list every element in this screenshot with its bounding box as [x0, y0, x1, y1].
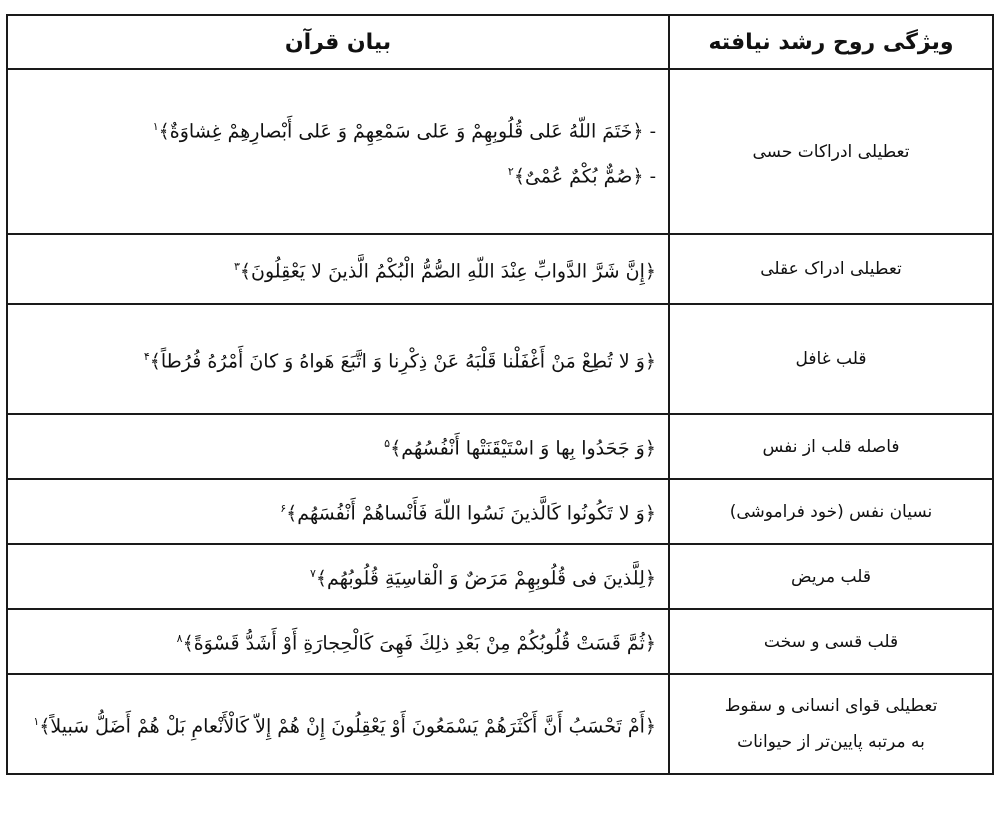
verse-line	[20, 247, 656, 291]
quran-verse-cell	[7, 69, 669, 234]
feature-text: به مرتبه پایین‌تر از حیوانات	[737, 732, 925, 752]
footnote-marker: ۱	[152, 120, 159, 134]
footnote-marker: ۳	[233, 259, 240, 273]
feature-cell	[669, 674, 993, 774]
footnote-marker: ۷	[309, 567, 316, 581]
feature-cell	[669, 479, 993, 544]
footnote-marker: ۵	[384, 437, 391, 451]
footnote-marker: ۴	[143, 349, 150, 363]
feature-text: تعطیلی ادراک عقلی	[760, 259, 902, 279]
quran-verse-cell	[7, 304, 669, 414]
feature-text: تعطیلی ادراکات حسی	[752, 141, 910, 162]
feature-cell	[669, 544, 993, 609]
quran-verse-cell	[7, 674, 669, 774]
quran-verse-cell	[7, 414, 669, 479]
table-row	[7, 414, 993, 479]
table-row	[7, 234, 993, 304]
verse-text: - ﴿صُمٌّ بُكْمٌ عُمْیٌ﴾	[513, 164, 656, 187]
verse-text: ﴿إِنَّ شَرَّ الدَّوابِّ عِنْدَ اللّهِ الصُّمُّ الْبُكْمُ الَّذینَ لا یَعْقِلُونَ﴾	[239, 260, 656, 283]
footnote-marker: ۱	[33, 714, 40, 728]
verse-text: ﴿لِلَّذینَ فی قُلُوبِهِمْ مَرَضٌ وَ الْقاسِیَةِ قُلُوبُهُم﴾	[315, 567, 656, 590]
verse-line	[20, 337, 656, 381]
table-row	[7, 304, 993, 414]
footnote-marker: ۶	[280, 502, 287, 516]
verse-line	[20, 702, 656, 746]
table-header-row	[7, 15, 993, 69]
table-row	[7, 479, 993, 544]
verse-line	[20, 619, 656, 663]
table-row	[7, 544, 993, 609]
verse-text: ﴿ثُمَّ قَسَتْ قُلُوبُكُمْ مِنْ بَعْدِ ذلِكَ فَهِیَ كَالْحِجارَةِ أَوْ أَشَدُّ قَسْوَةً﴾	[182, 632, 656, 655]
feature-cell	[669, 304, 993, 414]
feature-cell	[669, 414, 993, 479]
feature-cell	[669, 234, 993, 304]
quran-verse-cell	[7, 234, 669, 304]
feature-text: تعطیلی قوای انسانی و سقوط	[724, 696, 938, 716]
comparison-table	[6, 14, 994, 775]
table-row	[7, 674, 993, 774]
quran-verse-cell	[7, 544, 669, 609]
verse-line	[20, 424, 656, 468]
verse-text: ﴿وَ لا تُطِعْ مَنْ أَغْفَلْنا قَلْبَهُ عَنْ ذِكْرِنا وَ اتَّبَعَ هَواهُ وَ كانَ أَمْرُهُ فُرُطاً﴾	[149, 350, 656, 373]
table-row	[7, 69, 993, 234]
feature-text: فاصله قلب از نفس	[762, 436, 900, 457]
feature-text: قلب غافل	[795, 349, 867, 369]
quran-verse-cell	[7, 479, 669, 544]
verse-text: ﴿أَمْ تَحْسَبُ أَنَّ أَكْثَرَهُمْ یَسْمَعُونَ أَوْ یَعْقِلُونَ إِنْ هُمْ إِلاّ كَالْأَنْعامِ بَلْ هُمْ أَضَلُّ سَبیلاً﴾	[39, 715, 656, 738]
feature-text: قلب قسی و سخت	[763, 631, 899, 652]
verse-text: ﴿وَ لا تَكُونُوا كَالَّذینَ نَسُوا اللّهَ فَأَنْساهُمْ أَنْفُسَهُم﴾	[286, 502, 656, 525]
footnote-marker: ۸	[176, 632, 183, 646]
feature-text: قلب مریض	[791, 566, 871, 587]
quran-verse-cell	[7, 609, 669, 674]
verse-line	[20, 489, 656, 533]
verse-line	[20, 107, 656, 151]
verse-text: - ﴿خَتَمَ اللّهُ عَلی قُلُوبِهِمْ وَ عَلی سَمْعِهِمْ وَ عَلی أَبْصارِهِمْ غِشاوَةٌ﴾	[158, 120, 656, 143]
header-quran: بیان قرآن	[7, 15, 669, 69]
verse-line	[20, 554, 656, 598]
feature-text: نسیان نفس (خود فراموشی)	[729, 501, 933, 522]
verse-line	[20, 152, 656, 196]
table-body	[7, 69, 993, 774]
feature-cell	[669, 69, 993, 234]
footnote-marker: ۲	[507, 164, 514, 178]
verse-text: ﴿وَ جَحَدُوا بِها وَ اسْتَیْقَنَتْها أَنْفُسُهُم﴾	[390, 437, 656, 460]
feature-cell	[669, 609, 993, 674]
table-row	[7, 609, 993, 674]
header-feature: ویژگی روح رشد نیافته	[669, 15, 993, 69]
